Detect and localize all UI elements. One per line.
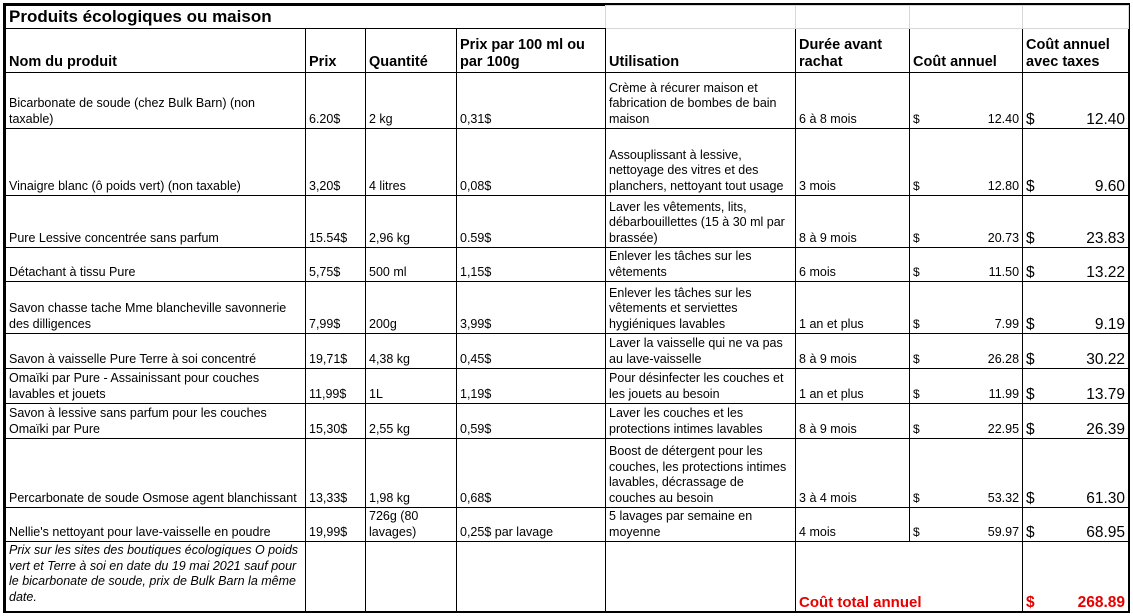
money-value bbox=[913, 352, 1019, 368]
money-value bbox=[913, 491, 1019, 507]
cell-price[interactable]: 7,99$ bbox=[306, 282, 366, 334]
title-row bbox=[6, 6, 1129, 29]
cell-name[interactable]: Omaïki par Pure - Assainissant pour couches lavables et jouets bbox=[6, 369, 306, 404]
currency-symbol: $ bbox=[1026, 489, 1035, 507]
cell-name[interactable]: Savon à lessive sans parfum pour les couches Omaïki par Pure bbox=[6, 404, 306, 439]
money-value bbox=[913, 525, 1019, 541]
cell-duration[interactable]: 3 mois bbox=[796, 129, 910, 196]
cell-duration[interactable]: 3 à 4 mois bbox=[796, 439, 910, 508]
table-row bbox=[6, 196, 1129, 248]
currency-symbol: $ bbox=[1026, 229, 1035, 247]
cell-name[interactable]: Savon chasse tache Mme blancheville savonnerie des dilligences bbox=[6, 282, 306, 334]
cell-annual-cost-tax[interactable] bbox=[1023, 369, 1129, 404]
cell-price[interactable]: 15.54$ bbox=[306, 196, 366, 248]
cell-annual-cost-tax[interactable] bbox=[1023, 404, 1129, 439]
cell-price[interactable]: 11,99$ bbox=[306, 369, 366, 404]
cell-quantity[interactable]: 2 kg bbox=[366, 73, 457, 129]
cell-usage[interactable]: Enlever les tâches sur les vêtements et serviettes hygiéniques lavables bbox=[606, 282, 796, 334]
footer-row bbox=[6, 542, 1129, 612]
cell-price[interactable]: 13,33$ bbox=[306, 439, 366, 508]
cell-quantity[interactable]: 1L bbox=[366, 369, 457, 404]
sheet-title[interactable]: Produits écologiques ou maison bbox=[6, 6, 606, 29]
cell-duration[interactable]: 8 à 9 mois bbox=[796, 404, 910, 439]
cell-quantity[interactable]: 726g (80 lavages) bbox=[366, 508, 457, 542]
table-row bbox=[6, 129, 1129, 196]
amount: 12.40 bbox=[1086, 110, 1126, 128]
header-duration[interactable]: Durée avant rachat bbox=[796, 29, 910, 73]
empty-cell[interactable] bbox=[606, 6, 796, 29]
cell-duration[interactable]: 8 à 9 mois bbox=[796, 334, 910, 369]
currency-symbol: $ bbox=[1026, 593, 1035, 611]
money-value bbox=[1026, 179, 1125, 195]
cell-usage[interactable]: Laver la vaisselle qui ne va pas au lave-vaisselle bbox=[606, 334, 796, 369]
cell-annual-cost[interactable] bbox=[910, 282, 1023, 334]
amount: 20.73 bbox=[987, 230, 1020, 245]
cell-annual-cost[interactable] bbox=[910, 248, 1023, 282]
table-row bbox=[6, 248, 1129, 282]
money-value bbox=[1026, 595, 1125, 611]
currency-symbol: $ bbox=[913, 386, 920, 401]
cell-annual-cost[interactable] bbox=[910, 404, 1023, 439]
amount: 53.32 bbox=[987, 490, 1020, 505]
money-value bbox=[913, 265, 1019, 281]
amount: 9.19 bbox=[1094, 315, 1126, 333]
cell-unit-price[interactable]: 1,15$ bbox=[457, 248, 606, 282]
currency-symbol: $ bbox=[913, 351, 920, 366]
cell-annual-cost-tax[interactable] bbox=[1023, 196, 1129, 248]
cell-annual-cost[interactable] bbox=[910, 196, 1023, 248]
currency-symbol: $ bbox=[1026, 263, 1035, 281]
cell-annual-cost-tax[interactable] bbox=[1023, 129, 1129, 196]
cell-price[interactable]: 15,30$ bbox=[306, 404, 366, 439]
cell-price[interactable]: 19,71$ bbox=[306, 334, 366, 369]
cell-duration[interactable]: 6 mois bbox=[796, 248, 910, 282]
amount: 68.95 bbox=[1086, 523, 1126, 541]
cell-duration[interactable]: 8 à 9 mois bbox=[796, 196, 910, 248]
table-row bbox=[6, 73, 1129, 129]
cell-unit-price[interactable]: 0,08$ bbox=[457, 129, 606, 196]
cell-unit-price[interactable]: 1,19$ bbox=[457, 369, 606, 404]
amount: 26.28 bbox=[987, 351, 1020, 366]
cell-duration[interactable]: 6 à 8 mois bbox=[796, 73, 910, 129]
cell-annual-cost[interactable] bbox=[910, 129, 1023, 196]
currency-symbol: $ bbox=[1026, 350, 1035, 368]
money-value bbox=[1026, 231, 1125, 247]
cell-quantity[interactable]: 4 litres bbox=[366, 129, 457, 196]
cell-unit-price[interactable]: 0,45$ bbox=[457, 334, 606, 369]
amount: 61.30 bbox=[1086, 489, 1126, 507]
cell-quantity[interactable]: 4,38 kg bbox=[366, 334, 457, 369]
cell-usage[interactable]: Enlever les tâches sur les vêtements bbox=[606, 248, 796, 282]
header-usage[interactable]: Utilisation bbox=[606, 29, 796, 73]
header-annual-cost[interactable]: Coût annuel bbox=[910, 29, 1023, 73]
money-value bbox=[1026, 112, 1125, 128]
cell-annual-cost-tax[interactable] bbox=[1023, 73, 1129, 129]
currency-symbol: $ bbox=[1026, 420, 1035, 438]
cell-annual-cost-tax[interactable] bbox=[1023, 248, 1129, 282]
cell-unit-price[interactable]: 0,68$ bbox=[457, 439, 606, 508]
cell-unit-price[interactable]: 0.59$ bbox=[457, 196, 606, 248]
currency-symbol: $ bbox=[1026, 110, 1035, 128]
empty-cell[interactable] bbox=[1023, 6, 1129, 29]
amount: 9.60 bbox=[1094, 177, 1126, 195]
money-value bbox=[913, 112, 1019, 128]
currency-symbol: $ bbox=[913, 230, 920, 245]
cell-unit-price[interactable]: 0,25$ par lavage bbox=[457, 508, 606, 542]
header-name[interactable]: Nom du produit bbox=[6, 29, 306, 73]
amount: 7.99 bbox=[994, 316, 1020, 331]
cell-usage[interactable]: Crème à récurer maison et fabrication de bombes de bain maison bbox=[606, 73, 796, 129]
currency-symbol: $ bbox=[1026, 523, 1035, 541]
cell-usage[interactable]: Laver les couches et les protections intimes lavables bbox=[606, 404, 796, 439]
amount: 12.80 bbox=[987, 178, 1020, 193]
cell-quantity[interactable]: 200g bbox=[366, 282, 457, 334]
empty-cell[interactable] bbox=[796, 6, 910, 29]
money-value bbox=[1026, 265, 1125, 281]
cell-annual-cost[interactable] bbox=[910, 508, 1023, 542]
cell-annual-cost[interactable] bbox=[910, 73, 1023, 129]
cell-unit-price[interactable]: 3,99$ bbox=[457, 282, 606, 334]
currency-symbol: $ bbox=[913, 524, 920, 539]
amount: 11.99 bbox=[988, 386, 1020, 401]
header-annual-cost-tax[interactable]: Coût annuel avec taxes bbox=[1023, 29, 1129, 73]
total-annual-cost[interactable] bbox=[1023, 542, 1129, 612]
cell-name[interactable]: Vinaigre blanc (ô poids vert) (non taxable) bbox=[6, 129, 306, 196]
empty-cell[interactable] bbox=[366, 542, 457, 612]
amount: 59.97 bbox=[987, 524, 1020, 539]
amount: 23.83 bbox=[1086, 229, 1126, 247]
cell-annual-cost-tax[interactable] bbox=[1023, 439, 1129, 508]
cell-annual-cost-tax[interactable] bbox=[1023, 334, 1129, 369]
cell-usage[interactable]: Laver les vêtements, lits, débarbouillettes (15 à 30 ml par brassée) bbox=[606, 196, 796, 248]
money-value bbox=[1026, 352, 1125, 368]
table-row bbox=[6, 282, 1129, 334]
money-value bbox=[913, 422, 1019, 438]
cell-price[interactable]: 5,75$ bbox=[306, 248, 366, 282]
table-row bbox=[6, 334, 1129, 369]
money-value bbox=[1026, 525, 1125, 541]
money-value bbox=[1026, 317, 1125, 333]
cell-duration[interactable]: 4 mois bbox=[796, 508, 910, 542]
amount: 12.40 bbox=[987, 111, 1020, 126]
money-value bbox=[1026, 491, 1125, 507]
currency-symbol: $ bbox=[1026, 177, 1035, 195]
cell-usage[interactable]: Assouplissant à lessive, nettoyage des vitres et des planchers, nettoyant tout usage bbox=[606, 129, 796, 196]
currency-symbol: $ bbox=[913, 421, 920, 436]
cell-annual-cost[interactable] bbox=[910, 439, 1023, 508]
cell-annual-cost[interactable] bbox=[910, 369, 1023, 404]
cell-name[interactable]: Détachant à tissu Pure bbox=[6, 248, 306, 282]
money-value bbox=[1026, 422, 1125, 438]
cell-quantity[interactable]: 2,55 kg bbox=[366, 404, 457, 439]
cell-name[interactable]: Bicarbonate de soude (chez Bulk Barn) (non taxable) bbox=[6, 73, 306, 129]
currency-symbol: $ bbox=[913, 111, 920, 126]
money-value bbox=[913, 179, 1019, 195]
amount: 268.89 bbox=[1077, 593, 1126, 611]
cell-usage[interactable]: 5 lavages par semaine en moyenne bbox=[606, 508, 796, 542]
money-value bbox=[1026, 387, 1125, 403]
cell-unit-price[interactable]: 0,59$ bbox=[457, 404, 606, 439]
currency-symbol: $ bbox=[913, 178, 920, 193]
amount: 13.79 bbox=[1086, 385, 1126, 403]
cell-annual-cost[interactable] bbox=[910, 334, 1023, 369]
empty-cell[interactable] bbox=[306, 542, 366, 612]
currency-symbol: $ bbox=[913, 316, 920, 331]
money-value bbox=[913, 317, 1019, 333]
money-value bbox=[913, 231, 1019, 247]
amount: 22.95 bbox=[987, 421, 1020, 436]
cell-name[interactable]: Pure Lessive concentrée sans parfum bbox=[6, 196, 306, 248]
currency-symbol: $ bbox=[913, 264, 920, 279]
currency-symbol: $ bbox=[1026, 385, 1035, 403]
amount: 26.39 bbox=[1086, 420, 1126, 438]
cell-price[interactable]: 6.20$ bbox=[306, 73, 366, 129]
table-row bbox=[6, 439, 1129, 508]
cell-usage[interactable]: Boost de détergent pour les couches, les protections intimes lavables, décrassage de couches au besoin bbox=[606, 439, 796, 508]
total-label[interactable]: Coût total annuel bbox=[796, 542, 1023, 612]
cell-duration[interactable]: 1 an et plus bbox=[796, 282, 910, 334]
currency-symbol: $ bbox=[1026, 315, 1035, 333]
products-table bbox=[5, 5, 1129, 612]
table-row bbox=[6, 508, 1129, 542]
cell-price[interactable]: 19,99$ bbox=[306, 508, 366, 542]
spreadsheet bbox=[3, 3, 1130, 613]
header-row bbox=[6, 29, 1129, 73]
header-unit-price[interactable]: Prix par 100 ml ou par 100g bbox=[457, 29, 606, 73]
source-note[interactable]: Prix sur les sites des boutiques écologiques O poids vert et Terre à soi en date du 19 mai 2021 sauf pour le bicarbonate de soude, prix de Bulk Barn la même date. bbox=[6, 542, 306, 612]
cell-price[interactable]: 3,20$ bbox=[306, 129, 366, 196]
cell-name[interactable]: Percarbonate de soude Osmose agent blanchissant bbox=[6, 439, 306, 508]
table-row bbox=[6, 369, 1129, 404]
money-value bbox=[913, 387, 1019, 403]
cell-annual-cost-tax[interactable] bbox=[1023, 508, 1129, 542]
header-price[interactable]: Prix bbox=[306, 29, 366, 73]
cell-name[interactable]: Savon à vaisselle Pure Terre à soi concentré bbox=[6, 334, 306, 369]
empty-cell[interactable] bbox=[457, 542, 606, 612]
amount: 30.22 bbox=[1086, 350, 1126, 368]
cell-name[interactable]: Nellie's nettoyant pour lave-vaisselle en poudre bbox=[6, 508, 306, 542]
empty-cell[interactable] bbox=[910, 6, 1023, 29]
cell-unit-price[interactable]: 0,31$ bbox=[457, 73, 606, 129]
amount: 13.22 bbox=[1086, 263, 1126, 281]
cell-duration[interactable]: 1 an et plus bbox=[796, 369, 910, 404]
cell-usage[interactable]: Pour désinfecter les couches et les jouets au besoin bbox=[606, 369, 796, 404]
cell-quantity[interactable]: 500 ml bbox=[366, 248, 457, 282]
amount: 11.50 bbox=[988, 264, 1020, 279]
cell-annual-cost-tax[interactable] bbox=[1023, 282, 1129, 334]
cell-quantity[interactable]: 1,98 kg bbox=[366, 439, 457, 508]
header-quantity[interactable]: Quantité bbox=[366, 29, 457, 73]
cell-quantity[interactable]: 2,96 kg bbox=[366, 196, 457, 248]
currency-symbol: $ bbox=[913, 490, 920, 505]
table-row bbox=[6, 404, 1129, 439]
empty-cell[interactable] bbox=[606, 542, 796, 612]
